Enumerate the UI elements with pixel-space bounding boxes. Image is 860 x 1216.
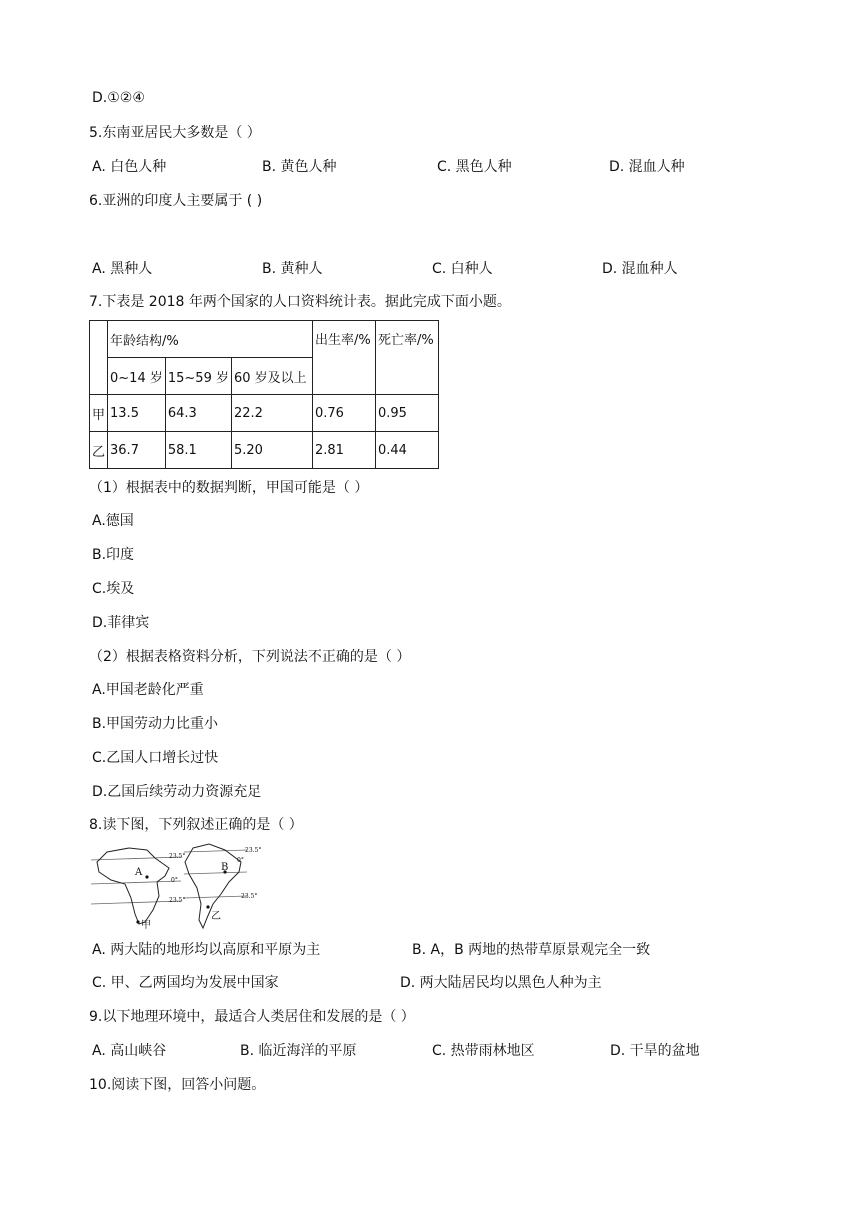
table-row [90,432,439,469]
lat-label: 23.5° [169,897,186,904]
q9-option-b: B. 临近海洋的平原 [240,1043,357,1059]
q7-sub1-option-c: C.埃及 [92,581,135,597]
lat-label: 0° [171,877,178,884]
table-cell: 36.7 [108,432,166,469]
q6-option-a: A. 黑种人 [92,261,153,277]
lat-label: 23.5° [245,847,261,854]
africa-map [91,848,181,924]
lat-label: 23.5° [241,893,258,900]
row-label: 甲 [90,395,108,432]
q5-stem: 5.东南亚居民大多数是（ ） [89,125,261,141]
q7-sub2-stem: （2）根据表格资料分析，下列说法不正确的是（ ） [89,649,411,665]
map-label-jia: 甲 [141,920,151,930]
q7-sub2-option-a: A.甲国老龄化严重 [92,682,204,698]
table-corner-cell [90,321,108,395]
population-table [89,320,439,469]
table-cell: 5.20 [231,432,312,469]
table-cell: 0.95 [375,395,438,432]
table-cell: 13.5 [108,395,166,432]
lat-label: 23.5° [169,853,186,860]
q10-stem: 10.阅读下图，回答小问题。 [89,1077,266,1093]
age-structure-header: 年龄结构/% [108,321,313,358]
q8-option-d: D. 两大陆居民均以黑色人种为主 [400,975,602,991]
q7-stem: 7.下表是 2018 年两个国家的人口资料统计表。据此完成下面小题。 [89,294,511,310]
q5-option-c: C. 黑色人种 [437,159,512,175]
q5-option-b: B. 黄色人种 [262,159,337,175]
q9-option-c: C. 热带雨林地区 [432,1043,535,1059]
table-cell: 0.76 [312,395,375,432]
q7-sub2-option-d: D.乙国后续劳动力资源充足 [92,784,262,800]
q8-option-b: B. A，B 两地的热带草原景观完全一致 [412,942,651,958]
lat-label: 0° [237,857,244,864]
q6-option-c: C. 白种人 [432,261,493,277]
q7-sub2-option-c: C.乙国人口增长过快 [92,750,219,766]
q7-sub1-stem: （1）根据表中的数据判断，甲国可能是（ ） [89,480,369,496]
map-label-a: A [135,867,143,878]
q8-option-c: C. 甲、乙两国均为发展中国家 [92,975,279,991]
q5-option-d: D. 混血人种 [609,159,685,175]
q9-option-d: D. 干旱的盆地 [610,1043,700,1059]
continents-map [89,840,261,930]
q9-option-a: A. 高山峡谷 [92,1043,167,1059]
q7-sub2-option-b: B.甲国劳动力比重小 [92,716,219,732]
table-cell: 64.3 [165,395,231,432]
q8-option-a: A. 两大陆的地形均以高原和平原为主 [92,942,321,958]
q7-sub1-option-a: A.德国 [92,513,134,529]
q5-option-a: A. 白色人种 [92,159,167,175]
death-rate-header: 死亡率/% [375,321,438,395]
map-label-b: B [221,862,229,873]
q6-option-b: B. 黄种人 [262,261,323,277]
q6-option-d: D. 混血种人 [602,261,678,277]
age-0-14-header: 0~14 岁 [108,358,166,395]
row-label: 乙 [90,432,108,469]
map-label-yi: 乙 [211,911,221,922]
q4-option-d: D.①②④ [92,90,145,106]
q6-stem: 6.亚洲的印度人主要属于 ( ) [89,193,263,209]
table-row [90,395,439,432]
age-15-59-header: 15~59 岁 [165,358,231,395]
table-cell: 0.44 [375,432,438,469]
q7-sub1-option-d: D.菲律宾 [92,615,150,631]
birth-rate-header: 出生率/% [312,321,375,395]
table-cell: 22.2 [231,395,312,432]
q8-stem: 8.读下图，下列叙述正确的是（ ） [89,817,303,833]
table-cell: 2.81 [312,432,375,469]
age-60-plus-header: 60 岁及以上 [231,358,312,395]
q7-sub1-option-b: B.印度 [92,547,135,563]
q9-stem: 9.以下地理环境中，最适合人类居住和发展的是（ ） [89,1009,415,1025]
table-cell: 58.1 [165,432,231,469]
